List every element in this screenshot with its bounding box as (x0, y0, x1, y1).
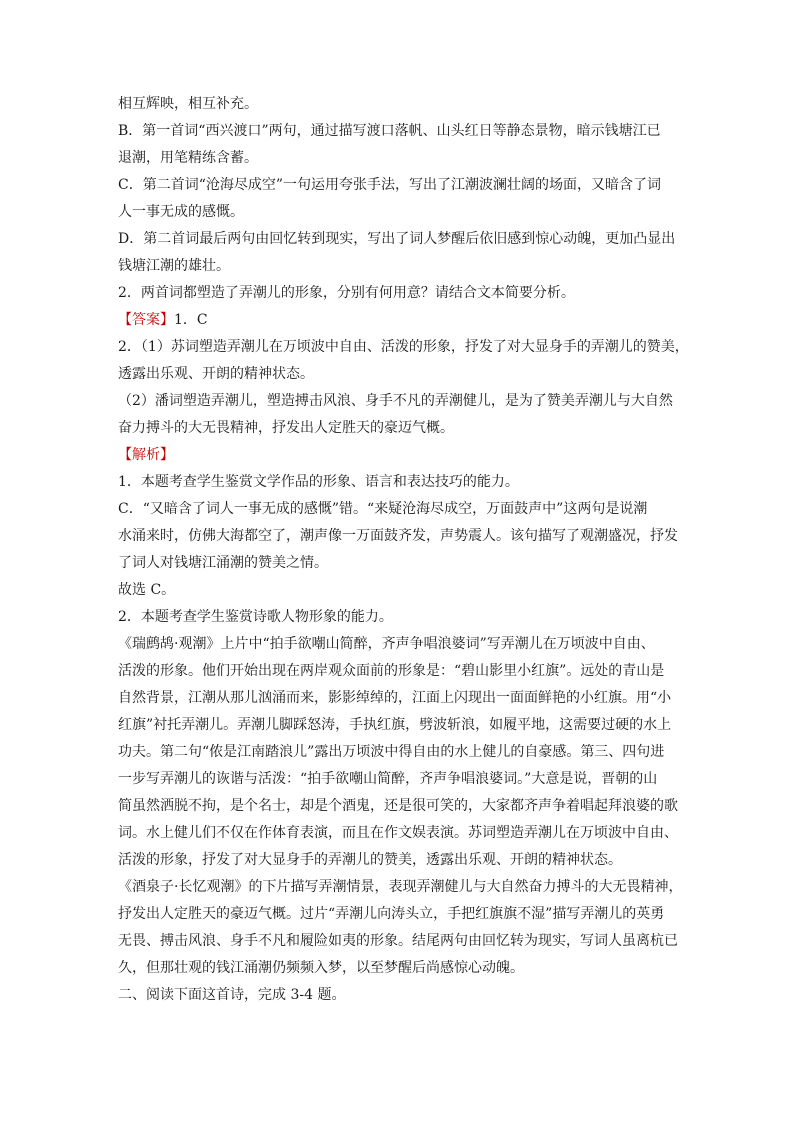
text-line: 词。水上健儿们不仅在作体育表演，而且在作文娱表演。苏词塑造弄潮儿在万顷波中自由、 (118, 825, 678, 841)
question-line: 2．两首词都塑造了弄潮儿的形象，分别有何用意？请结合文本简要分析。 (118, 285, 575, 301)
text-line: 水涌来时，仿佛大海都空了，潮声像一万面鼓齐发，声势震人。该句描写了观潮盛况，抒发 (118, 528, 678, 544)
text-line: 奋力搏斗的大无畏精神，抒发出人定胜天的豪迈气概。 (118, 420, 454, 436)
text-line: 自然背景，江潮从那儿汹涌而来，影影绰绰的，江面上闪现出一面面鲜艳的小红旗。用“小 (118, 690, 672, 706)
section-heading: 二、阅读下面这首诗，完成 3-4 题。 (118, 987, 346, 1003)
text-line: 1．本题考查学生鉴赏文学作品的形象、语言和表达技巧的能力。 (118, 474, 519, 490)
analysis-line (118, 442, 688, 469)
text-line: 了词人对钱塘江涌潮的赞美之情。 (118, 555, 328, 571)
text-line: 活泼的形象，抒发了对大显身手的弄潮儿的赞美，透露出乐观、开朗的精神状态。 (118, 852, 622, 868)
answer-line (118, 307, 688, 334)
text-line: 2．（1）苏词塑造弄潮儿在万顷波中自由、活泼的形象，抒发了对大显身手的弄潮儿的赞美， (118, 339, 689, 355)
text-line: 故选 C。 (118, 582, 176, 598)
text-line: 钱塘江潮的雄壮。 (118, 258, 230, 274)
text-line: 相互辉映，相互补充。 (118, 96, 258, 112)
text-line: B．第一首词“西兴渡口”两句，通过描写渡口落帆、山头红日等静态景物，暗示钱塘江已 (118, 123, 661, 139)
text-line: 人一事无成的感慨。 (118, 204, 244, 220)
text-line: 功夫。第二句“侬是江南踏浪儿”露出万顷波中得自由的水上健儿的自豪感。第三、四句进 (118, 744, 665, 760)
text-line: C．第二首词“沧海尽成空”一句运用夸张手法，写出了江潮波澜壮阔的场面，又暗含了词 (118, 177, 662, 193)
answer-label: 【答案】 (118, 312, 174, 328)
text-line: 久，但那壮观的钱江涌潮仍频频入梦，以至梦醒后尚感惊心动魄。 (118, 960, 524, 976)
analysis-label: 【解析】 (118, 447, 174, 463)
answer-text: 1．C (174, 312, 208, 328)
text-line: 《瑞鹧鸪·观潮》上片中“拍手欲嘲山简醉，齐声争唱浪婆词”写弄潮儿在万顷波中自由、 (118, 636, 655, 652)
text-line: 红旗”衬托弄潮儿。弄潮儿脚踩怒涛，手执红旗，劈波斩浪，如履平地，这需要过硬的水上 (118, 717, 672, 733)
text-line: D．第二首词最后两句由回忆转到现实，写出了词人梦醒后依旧感到惊心动魄，更加凸显出 (118, 231, 676, 247)
text-line: 透露出乐观、开朗的精神状态。 (118, 366, 314, 382)
text-line: 活泼的形象。他们开始出现在两岸观众面前的形象是：“碧山影里小红旗”。远处的青山是 (118, 663, 665, 679)
text-line: 《酒泉子·长忆观潮》的下片描写弄潮情景，表现弄潮健儿与大自然奋力搏斗的大无畏精神， (118, 879, 683, 895)
text-line: 一步写弄潮儿的诙谐与活泼：“拍手欲嘲山简醉，齐声争唱浪婆词。”大意是说，晋朝的山 (118, 771, 658, 787)
text-line: 无畏、搏击风浪、身手不凡和履险如夷的形象。结尾两句由回忆转为现实，写词人虽离杭已 (118, 933, 678, 949)
text-line: 简虽然洒脱不拘，是个名士，却是个酒鬼，还是很可笑的，大家都齐声争着唱起拜浪婆的歌 (118, 798, 678, 814)
text-line: （2）潘词塑造弄潮儿，塑造搏击风浪、身手不凡的弄潮健儿，是为了赞美弄潮儿与大自然 (118, 393, 673, 409)
document-body (118, 91, 688, 1009)
text-line: C．“又暗含了词人一事无成的感慨”错。“来疑沧海尽成空，万面鼓声中”这两句是说潮 (118, 501, 648, 517)
text-line: 抒发出人定胜天的豪迈气概。过片“弄潮儿向涛头立，手把红旗旗不湿”描写弄潮儿的英勇 (118, 906, 665, 922)
text-line: 退潮，用笔精练含蓄。 (118, 150, 258, 166)
text-line: 2．本题考查学生鉴赏诗歌人物形象的能力。 (118, 609, 393, 625)
